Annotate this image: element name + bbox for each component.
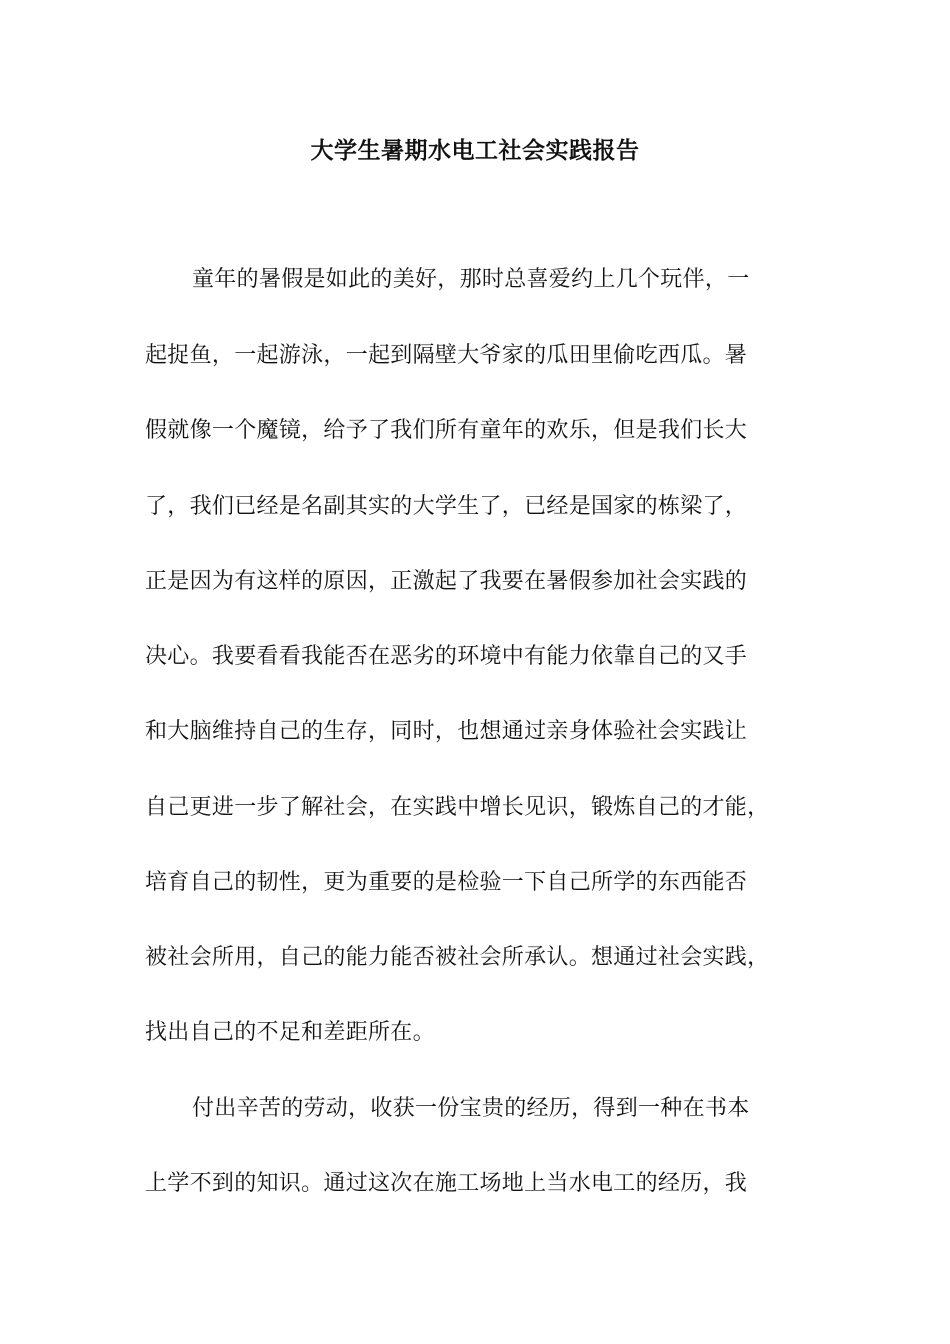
text-line: 正是因为有这样的原因，正激起了我要在暑假参加社会实践的 <box>145 569 748 594</box>
text-line: 自己更进一步了解社会，在实践中增长见识，锻炼自己的才能， <box>145 795 770 820</box>
text-line: 被社会所用，自己的能力能否被社会所承认。想通过社会实践， <box>145 945 770 970</box>
text-line: 上学不到的知识。通过这次在施工场地上当水电工的经历，我 <box>145 1171 748 1196</box>
text-line: 童年的暑假是如此的美好，那时总喜爱约上几个玩伴，一 <box>192 267 750 292</box>
text-line: 假就像一个魔镜，给予了我们所有童年的欢乐，但是我们长大 <box>145 418 748 443</box>
text-line: 起捉鱼，一起游泳，一起到隔壁大爷家的瓜田里偷吃西瓜。暑 <box>145 343 748 368</box>
text-line: 找出自己的不足和差距所在。 <box>145 1020 435 1045</box>
text-line: 培育自己的韧性，更为重要的是检验一下自己所学的东西能否 <box>145 870 748 895</box>
text-line: 了，我们已经是名副其实的大学生了，已经是国家的栋梁了， <box>145 494 748 519</box>
text-line: 决心。我要看看我能否在恶劣的环境中有能力依靠自己的又手 <box>145 644 748 669</box>
document-title: 大学生暑期水电工社会实践报告 <box>310 137 640 164</box>
text-line: 和大脑维持自己的生存，同时，也想通过亲身体验社会实践让 <box>145 719 748 744</box>
text-line: 付出辛苦的劳动，收获一份宝贵的经历，得到一种在书本 <box>192 1096 750 1121</box>
